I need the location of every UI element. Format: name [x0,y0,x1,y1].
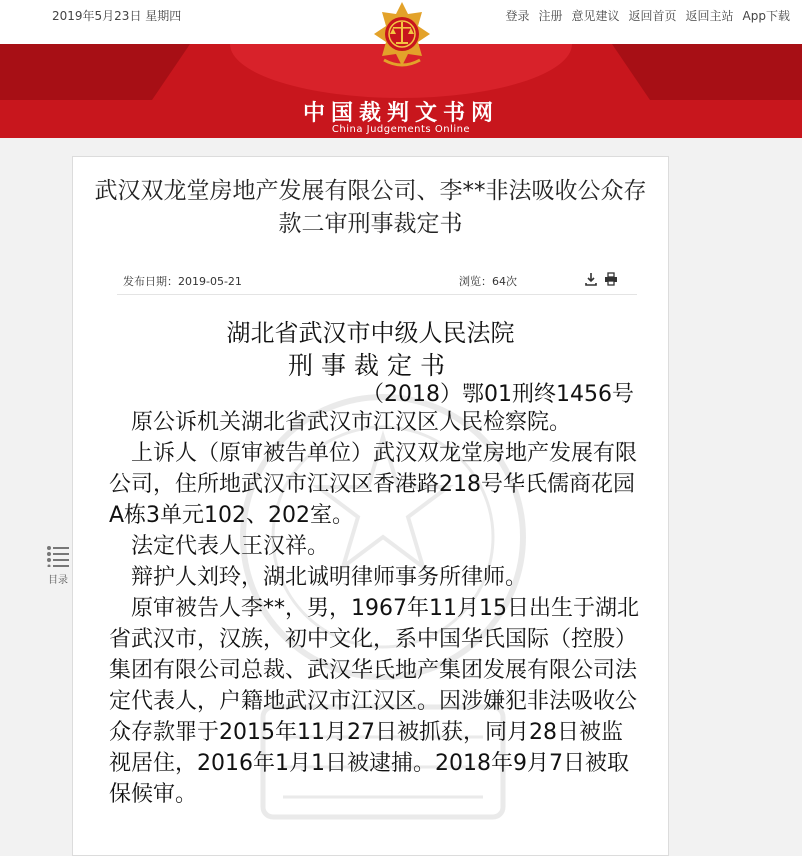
court-emblem-icon [372,0,432,72]
paragraph-appellant: 上诉人（原审被告单位）武汉双龙堂房地产发展有限公司，住所地武汉市江汉区香港路218号华氏儒商花园A栋3单元102、202室。 [109,441,638,528]
paragraph-prosecutor: 原公诉机关湖北省武汉市江汉区人民检察院。 [131,410,572,435]
toc-label: 目录 [48,575,68,586]
main-site-link[interactable]: 返回主站 [685,9,734,23]
document-title: 武汉双龙堂房地产发展有限公司、李**非法吸收公众存款二审刑事裁定书 [94,178,647,237]
meta-divider [117,294,637,295]
site-subtitle: China Judgements Online [331,124,471,135]
case-number: （2018）鄂01刑终1456号 [362,382,634,407]
toc-button[interactable] [44,545,72,585]
feedback-link[interactable]: 意见建议 [571,9,620,23]
list-icon [46,545,70,567]
download-icon[interactable] [584,272,598,286]
print-icon[interactable] [604,272,618,286]
court-name: 湖北省武汉市中级人民法院 [226,319,515,347]
paragraph-legal-rep: 法定代表人王汉祥。 [131,534,330,559]
document-meta [123,273,618,289]
app-download-link[interactable]: App下载 [742,9,790,23]
top-links [505,7,790,24]
document-tools [584,272,618,286]
paragraph-defendant: 原审被告人李**，男，1967年11月15日出生于湖北省武汉市，汉族，初中文化，系中国华氏国际（控股）集团有限公司总裁、武汉华氏地产集团发展有限公司法定代表人，户籍地武汉市江汉区。因涉嫌犯非法吸收公众存款罪于2015年11月27日被抓获，同月28日被监视居住，2016年1月1日被逮捕。2018年9月7日被取保候审。 [109,596,639,807]
document-type: 刑事裁定书 [287,351,453,380]
login-link[interactable]: 登录 [505,9,530,23]
document-card [72,156,669,856]
document-body [109,407,639,810]
site-title: 中国裁判文书网 [302,101,499,126]
publish-date: 发布日期：2019-05-21 [123,275,242,288]
view-count: 浏览：64次 [459,275,517,288]
home-link[interactable]: 返回首页 [628,9,677,23]
paragraph-defender: 辩护人刘玲，湖北诚明律师事务所律师。 [131,565,528,590]
register-link[interactable]: 注册 [538,9,563,23]
current-date: 2019年5月23日 星期四 [52,9,182,23]
